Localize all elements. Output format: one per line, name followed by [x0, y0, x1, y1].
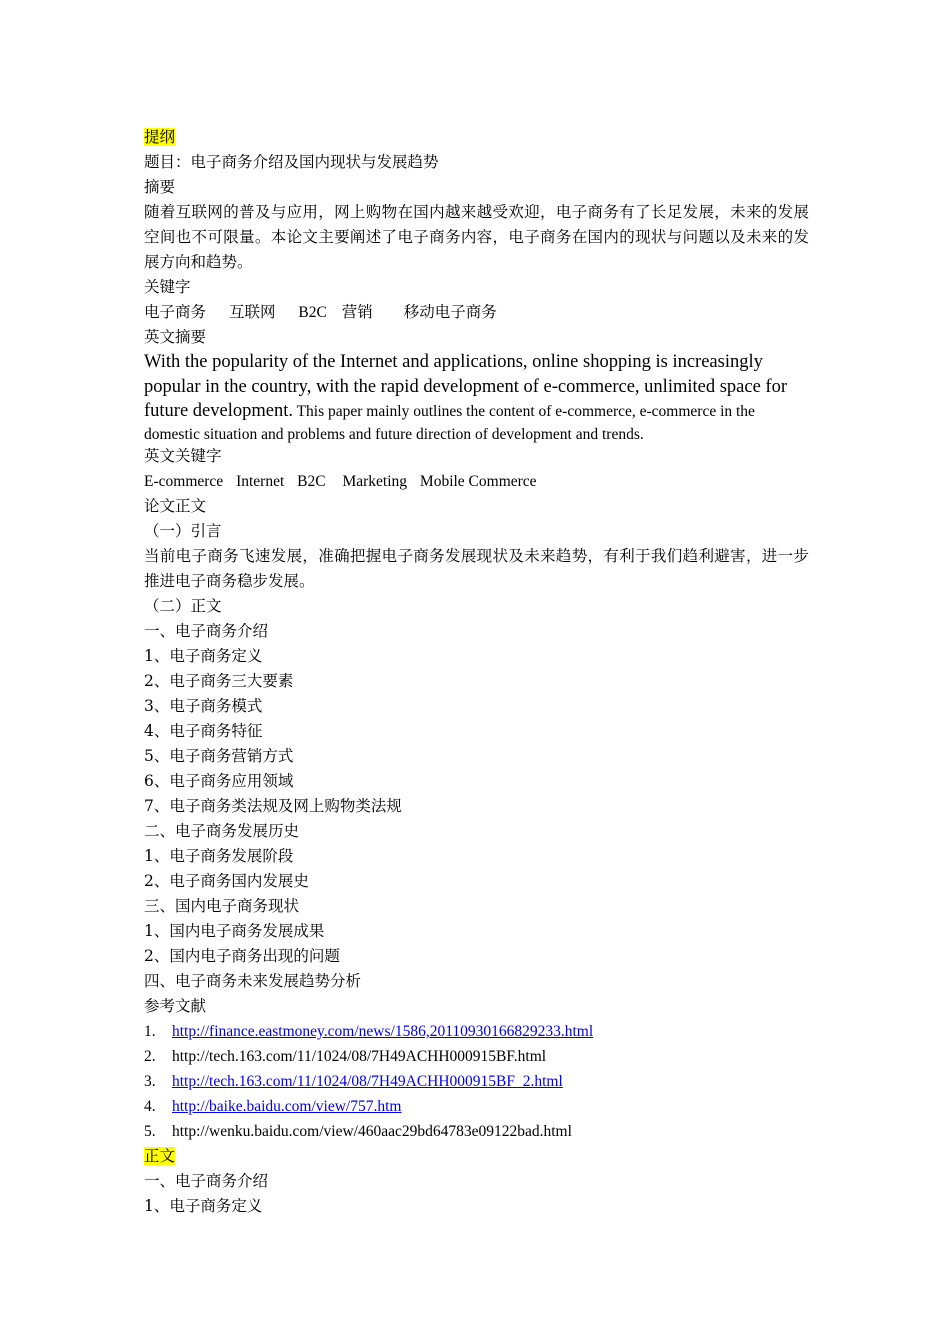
keyword: 互联网 — [228, 303, 276, 321]
reference-link[interactable]: http://baike.baidu.com/view/757.htm — [172, 1097, 402, 1115]
en-abstract-text — [144, 350, 809, 444]
en-keyword: B2C — [297, 472, 326, 490]
en-keyword: Mobile Commerce — [419, 472, 537, 490]
title-line: 题目：电子商务介绍及国内现状与发展趋势 — [144, 153, 439, 171]
main-text-line: 一、电子商务介绍 — [144, 1171, 269, 1190]
body-heading: 论文正文 — [144, 496, 207, 515]
outline-item: 7、电子商务类法规及网上购物类法规 — [144, 796, 402, 815]
reference-item: 1. http://finance.eastmoney.com/news/1586,20110930166829233.html — [144, 1022, 594, 1040]
en-keywords-line — [144, 469, 809, 494]
reference-item: 2. http://tech.163.com/11/1024/08/7H49ACHH000915BF.html — [144, 1047, 547, 1065]
document-page — [144, 125, 809, 1219]
abstract-text: 随着互联网的普及与应用，网上购物在国内越来越受欢迎，电子商务有了长足发展，未来的发展空间也不可限量。本论文主要阐述了电子商务内容，电子商务在国内的现状与问题以及未来的发展方向和趋势。 — [144, 203, 809, 271]
intro-heading: （一）引言 — [144, 521, 222, 540]
main-heading: （二）正文 — [144, 596, 222, 615]
keywords-heading: 关键字 — [144, 278, 191, 296]
keyword: 移动电子商务 — [403, 303, 497, 321]
en-keyword: E-commerce — [144, 472, 224, 490]
keyword: 营销 — [341, 303, 373, 321]
outline-item: 5、电子商务营销方式 — [144, 746, 294, 765]
reference-item: 3. http://tech.163.com/11/1024/08/7H49ACHH000915BF_2.html — [144, 1072, 563, 1090]
outline-item: 1、国内电子商务发展成果 — [144, 921, 325, 940]
en-abstract-small: This paper mainly outlines the content of e-commerce, e-commerce in the domestic situation and problems and future direction of development and trends. — [144, 403, 755, 443]
en-abstract-large: With the popularity of the Internet and applications, online shopping is increasingly popular in the country, with the rapid development of e-commerce, unlimited space for future development. — [144, 352, 788, 422]
outline-item: 2、电子商务三大要素 — [144, 671, 294, 690]
en-abstract-heading: 英文摘要 — [144, 328, 207, 346]
keyword: B2C — [298, 304, 327, 321]
outline-item: 1、电子商务定义 — [144, 646, 263, 665]
outline-item: 4、电子商务特征 — [144, 721, 263, 740]
outline-item: 2、国内电子商务出现的问题 — [144, 946, 340, 965]
reference-text: http://wenku.baidu.com/view/460aac29bd64783e09122bad.html — [172, 1122, 572, 1140]
outline-item: 2、电子商务国内发展史 — [144, 871, 309, 890]
outline-item: 二、电子商务发展历史 — [144, 821, 300, 840]
keywords-line — [144, 300, 809, 325]
intro-text: 当前电子商务飞速发展，准确把握电子商务发展现状及未来趋势，有利于我们趋利避害，进一步推进电子商务稳步发展。 — [144, 546, 809, 590]
en-keyword: Internet — [236, 472, 285, 490]
reference-item: 4. http://baike.baidu.com/view/757.htm — [144, 1097, 402, 1115]
outline-item: 一、电子商务介绍 — [144, 621, 269, 640]
outline-item: 3、电子商务模式 — [144, 696, 263, 715]
reference-link[interactable]: http://tech.163.com/11/1024/08/7H49ACHH000915BF_2.html — [172, 1072, 563, 1090]
reference-text: http://tech.163.com/11/1024/08/7H49ACHH000915BF.html — [172, 1047, 547, 1065]
outline-item: 四、电子商务未来发展趋势分析 — [144, 971, 362, 990]
reference-item: 5. http://wenku.baidu.com/view/460aac29bd64783e09122bad.html — [144, 1122, 572, 1140]
main-text-line: 1、电子商务定义 — [144, 1196, 263, 1215]
main-text-heading: 正文 — [144, 1146, 176, 1165]
reference-link[interactable]: http://finance.eastmoney.com/news/1586,20110930166829233.html — [172, 1022, 594, 1040]
outline-item: 6、电子商务应用领域 — [144, 771, 294, 790]
abstract-heading: 摘要 — [144, 178, 176, 196]
outline-item: 三、国内电子商务现状 — [144, 896, 300, 915]
references-heading: 参考文献 — [144, 996, 207, 1015]
en-keywords-heading: 英文关键字 — [144, 446, 222, 465]
keyword: 电子商务 — [144, 303, 207, 321]
en-keyword: Marketing — [342, 472, 408, 490]
outline-item: 1、电子商务发展阶段 — [144, 846, 294, 865]
outline-heading: 提纲 — [144, 128, 176, 146]
